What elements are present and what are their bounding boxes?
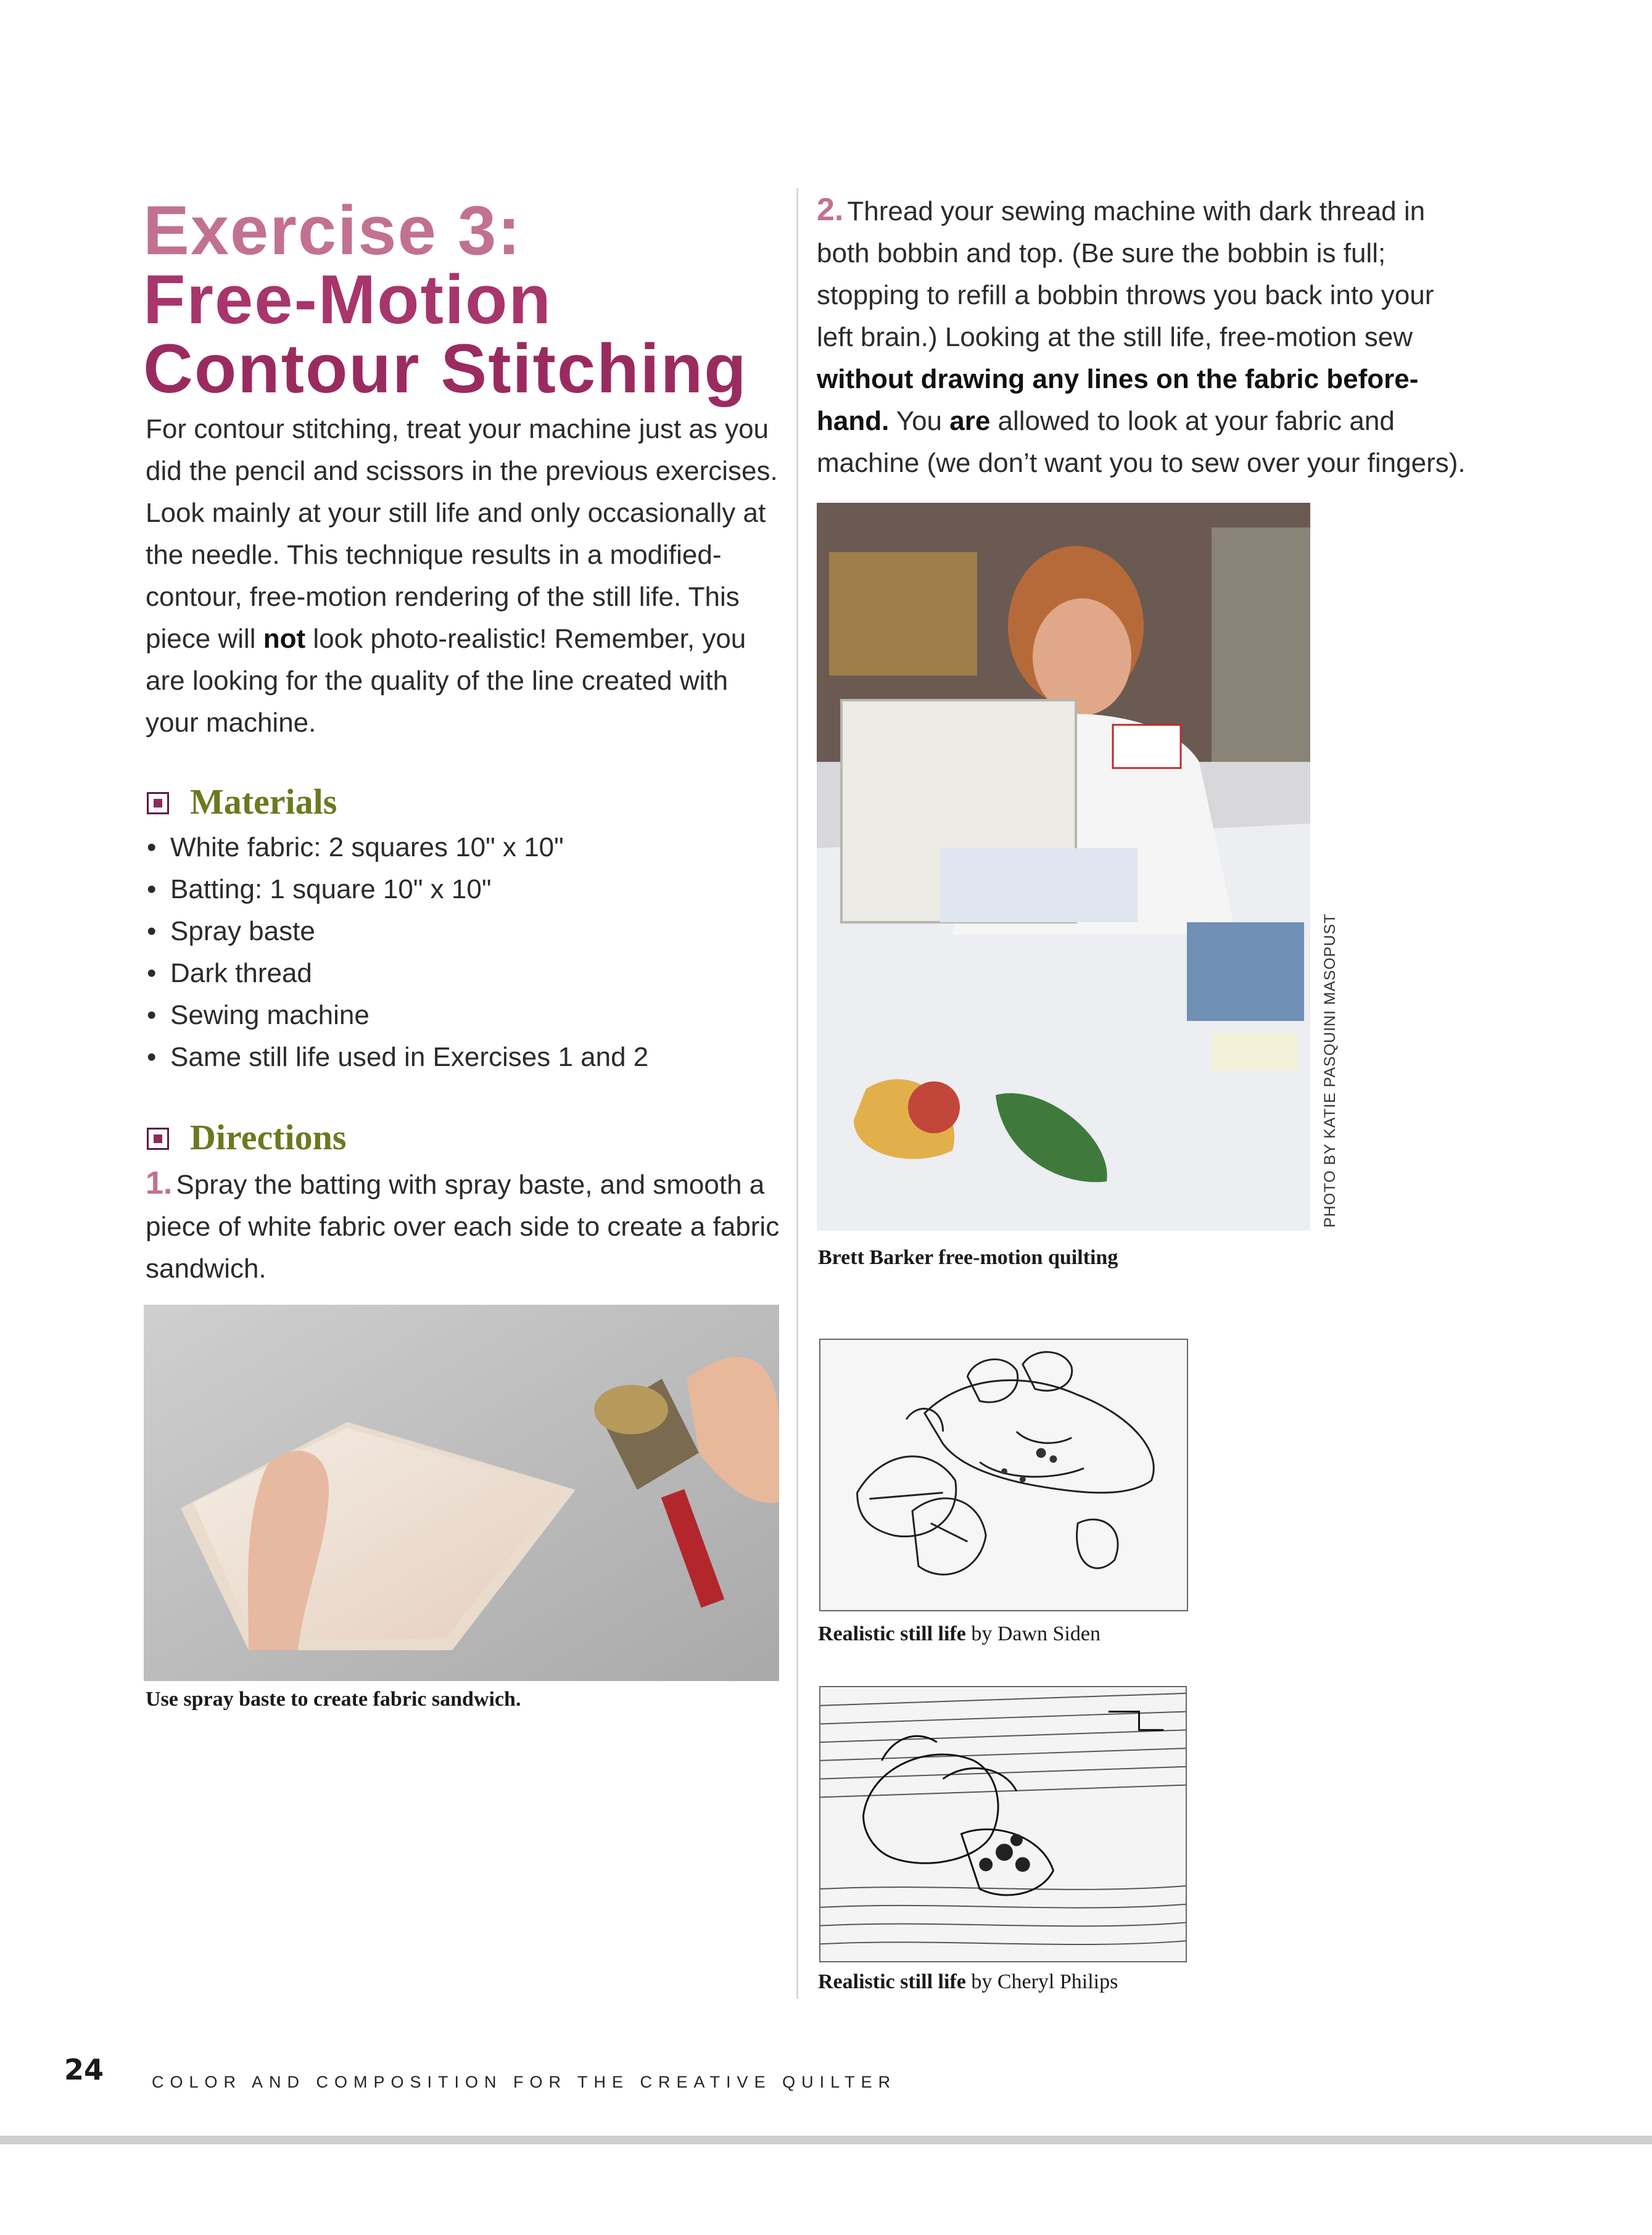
dawn-caption-rest: by Dawn Siden bbox=[965, 1622, 1101, 1645]
step-2-text-b: You bbox=[889, 406, 950, 436]
directions-heading-label: Directions bbox=[190, 1117, 347, 1157]
step-1 bbox=[146, 1162, 787, 1290]
brett-caption bbox=[818, 1246, 1118, 1270]
materials-heading bbox=[147, 779, 337, 825]
still-life-sketch-1 bbox=[820, 1340, 1187, 1610]
cheryl-philips-sketch bbox=[819, 1686, 1187, 1962]
dawn-siden-sketch bbox=[819, 1339, 1188, 1611]
directions-heading bbox=[147, 1114, 346, 1161]
square-bullet-icon bbox=[147, 1128, 169, 1150]
list-item: • Same still life used in Exercises 1 and 2 bbox=[146, 1036, 787, 1078]
step-1-text: Spray the batting with spray baste, and smooth a piece of white fabric over each side to create a fabric sandwich. bbox=[146, 1170, 780, 1284]
quilting-photo-illustration bbox=[817, 503, 1310, 1231]
page-title bbox=[143, 192, 791, 407]
step-2-number: 2. bbox=[817, 192, 844, 228]
step-2-text-a: Thread your sewing machine with dark thread in both bobbin and top. (Be sure the bobbin is full; stopping to refill a bobbin throws you back into your left brain.) Looking at the still life, free-motion sew bbox=[817, 196, 1434, 352]
step-2-bold-2: are bbox=[949, 406, 991, 436]
cheryl-caption-bold: Realistic still life bbox=[818, 1970, 966, 1993]
footer-rule bbox=[0, 2136, 1652, 2144]
page-number: 24 bbox=[64, 2053, 104, 2086]
intro-text-2: look photo-realistic! Remember, you are looking for the quality of the line created with your machine. bbox=[146, 624, 746, 738]
step-2-text-c: allowed to look at your fabric and machine (we don’t want you to sew over your fingers). bbox=[817, 406, 1466, 478]
dawn-caption-bold: Realistic still life bbox=[818, 1622, 966, 1645]
still-life-sketch-2 bbox=[820, 1687, 1186, 1961]
intro-paragraph bbox=[146, 408, 787, 744]
materials-list bbox=[146, 827, 787, 1078]
intro-bold: not bbox=[263, 624, 306, 654]
list-item: • Spray baste bbox=[146, 911, 787, 952]
spray-baste-illustration bbox=[144, 1305, 779, 1681]
cheryl-caption-rest: by Cheryl Philips bbox=[965, 1970, 1118, 1993]
list-item: • Batting: 1 square 10" x 10" bbox=[146, 869, 787, 911]
square-bullet-icon bbox=[147, 792, 169, 814]
title-line-3: Contour Stitching bbox=[143, 330, 748, 407]
brett-barker-photo bbox=[817, 503, 1310, 1231]
title-line-1: Exercise 3: bbox=[143, 192, 522, 269]
column-divider bbox=[796, 188, 798, 1999]
list-item: • Dark thread bbox=[146, 952, 787, 994]
intro-text-1: For contour stitching, treat your machine just as you did the pencil and scissors in the previous exercises. Look mainly at your still life and only occasionally at the needle. This technique results in a modified-contour, free-motion rendering of the still life. This piece will bbox=[146, 414, 778, 654]
dawn-caption bbox=[818, 1622, 1101, 1646]
spray-baste-photo bbox=[144, 1305, 779, 1681]
running-title: COLOR AND COMPOSITION FOR THE CREATIVE QUILTER bbox=[152, 2073, 897, 2091]
step-2-bold-1: without drawing any lines on the fabric before-hand. bbox=[817, 364, 1419, 436]
spray-caption bbox=[146, 1688, 521, 1711]
list-item: • Sewing machine bbox=[146, 994, 787, 1036]
brett-caption-text: Brett Barker free-motion quilting bbox=[818, 1246, 1118, 1269]
spray-caption-text: Use spray baste to create fabric sandwich. bbox=[146, 1688, 521, 1711]
photo-credit: PHOTO BY KATIE PASQUINI MASOPUST bbox=[1321, 913, 1339, 1228]
step-2 bbox=[817, 189, 1471, 484]
cheryl-caption bbox=[818, 1970, 1118, 1994]
materials-heading-label: Materials bbox=[190, 782, 337, 822]
step-1-number: 1. bbox=[146, 1165, 173, 1201]
title-line-2: Free-Motion bbox=[143, 261, 552, 338]
list-item: • White fabric: 2 squares 10" x 10" bbox=[146, 827, 787, 869]
